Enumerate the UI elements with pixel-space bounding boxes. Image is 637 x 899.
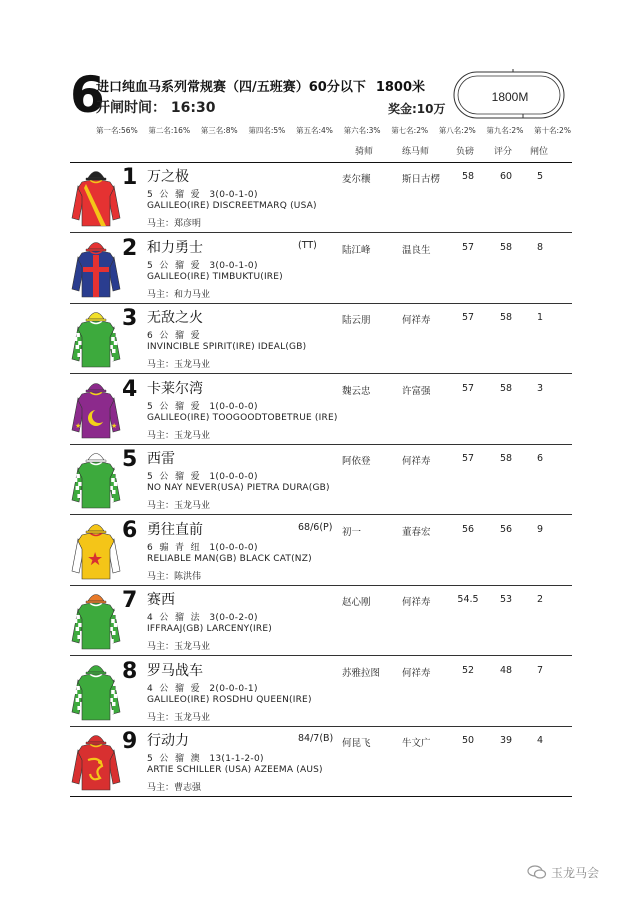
horse-number: 2 [122,235,138,261]
horse-number: 1 [122,165,138,190]
start-time: 开闸时间： 16:30 [96,100,216,116]
horse-row [70,163,572,233]
horse-owner: 马主：玉龙马业 [147,430,211,441]
jockey-silk-icon [70,307,122,371]
horse-info: 5 公 骝 爱 1(0-0-0-0) [147,472,258,482]
distribution-item: 第四名:5% [248,126,286,135]
trainer: 何祥寿 [402,456,431,467]
jockey: 赵心刚 [342,597,371,608]
horse-info: 5 公 骝 爱 1(0-0-0-0) [147,401,258,412]
col-weight: 负磅 [456,147,475,157]
rating: 60 [499,171,513,182]
horse-number: 5 [122,447,138,472]
jockey: 初一 [342,526,362,538]
track-oval-icon [453,69,565,121]
distribution-item: 第九名:2% [486,126,524,135]
weight: 54.5 [457,594,479,605]
jockey: 阿依登 [342,456,371,467]
svg-text:★: ★ [111,421,118,430]
distribution-item: 第十名:2% [534,126,571,135]
col-draw: 闸位 [530,147,549,157]
horse-name: 和力勇士 [147,239,203,256]
horse-gear: 68/6(P) [298,521,333,533]
race-distance: 1800米 [375,80,426,95]
horse-gear: 84/7(B) [298,733,334,744]
distribution-item: 第二名:16% [148,126,191,135]
horse-owner: 马主：玉龙马业 [147,712,211,723]
jockey: 何昆飞 [342,738,371,749]
watermark [527,862,622,882]
track-diagram [453,69,565,121]
horse-gear: (TT) [298,239,317,251]
horse-owner: 马主：陈洪伟 [147,571,202,582]
distribution-item: 第八名:2% [438,126,476,135]
jockey-silk-icon [70,589,122,653]
horse-name: 卡莱尔湾 [147,380,203,397]
horse-info: 6 骟 青 纽 1(0-0-0-0) [147,542,258,553]
col-trainer: 练马师 [402,147,430,157]
horse-owner: 马主：玉龙马业 [147,360,211,370]
rating: 58 [499,453,513,464]
draw: 7 [536,664,544,676]
horse-row [70,657,572,727]
jockey: 麦尔穰 [342,174,371,185]
trainer: 何祥寿 [402,667,431,679]
horse-row [70,445,572,515]
horse-number: 4 [122,376,138,402]
rating: 56 [499,523,513,535]
svg-text:★: ★ [87,548,104,570]
jockey: 苏雅拉图 [342,667,381,679]
horse-info: 5 公 骝 爱 3(0-0-1-0) [147,260,258,271]
horse-name: 勇往直前 [147,521,203,538]
horse-number: 9 [122,729,138,754]
weight: 57 [461,241,475,253]
rating: 58 [499,382,513,394]
jockey-silk-icon [70,378,122,442]
horse-info: 5 公 骝 澳 13(1-1-2-0) [147,754,264,764]
horse-row [70,234,572,304]
draw: 3 [536,382,544,394]
horse-pedigree: RELIABLE MAN(GB) BLACK CAT(NZ) [147,553,312,564]
race-title [96,76,425,95]
draw: 6 [536,453,544,464]
wechat-icon [527,865,547,879]
horse-name: 赛西 [147,592,175,608]
distribution-item: 第六名:3% [343,126,381,135]
horse-name: 无敌之火 [147,310,203,326]
jockey: 陆江峰 [342,244,371,256]
weight: 57 [461,382,475,394]
horse-name: 罗马战车 [147,662,203,679]
draw: 4 [536,735,544,746]
horse-pedigree: ARTIE SCHILLER (USA) AZEEMA (AUS) [147,765,323,775]
race-title-text: 进口纯血马系列常规赛（四/五班赛）60分以下 [96,80,366,95]
draw: 5 [536,171,544,182]
distribution-item: 第五名:4% [295,126,333,135]
trainer: 许富强 [402,385,431,397]
weight: 52 [461,664,475,676]
draw: 1 [536,312,544,323]
watermark-text: 玉龙马会 [551,865,600,880]
rating: 58 [499,312,513,323]
horse-pedigree: GALILEO(IRE) DISCREETMARQ (USA) [147,201,317,211]
trainer: 斯日古楞 [402,174,441,185]
horse-info: 4 公 骝 爱 2(0-0-0-1) [147,683,258,694]
horse-pedigree: NO NAY NEVER(USA) PIETRA DURA(GB) [147,483,330,493]
horse-info: 4 公 骝 法 3(0-0-2-0) [147,613,258,623]
column-headers [0,144,637,158]
weight: 57 [461,312,475,323]
prize-money: 奖金:10万 [388,102,446,116]
horse-name: 行动力 [147,733,189,749]
rating: 39 [499,735,513,746]
trainer: 何祥寿 [402,597,431,608]
jockey-silk-icon [70,730,122,794]
horse-number: 7 [122,588,138,613]
jockey: 魏云忠 [342,385,371,397]
horse-owner: 马主：玉龙马业 [147,501,211,511]
distribution-item: 第三名:8% [200,126,238,135]
weight: 56 [461,523,475,535]
draw: 2 [536,594,544,605]
jockey-silk-icon [70,166,122,230]
rating: 58 [499,241,513,253]
weight: 57 [461,453,475,464]
horse-owner: 马主：曹志强 [147,783,202,793]
col-jockey: 骑师 [355,147,374,157]
trainer: 董春宏 [402,526,431,538]
race-number: 6 [70,66,105,124]
jockey-silk-icon [70,519,122,583]
horse-row [70,516,572,586]
draw: 9 [536,523,544,535]
prize-distribution [96,125,571,136]
horse-pedigree: INVINCIBLE SPIRIT(IRE) IDEAL(GB) [147,342,307,352]
horse-info: 6 公 骝 爱 [147,331,200,341]
trainer: 温良生 [402,244,431,256]
rating: 48 [499,664,513,676]
horse-name: 万之极 [147,169,189,185]
horse-pedigree: GALILEO(IRE) ROSDHU QUEEN(IRE) [147,694,312,705]
jockey-silk-icon [70,448,122,512]
jockey-silk-icon [70,237,122,301]
rating: 53 [499,594,513,605]
horse-owner: 马主：郑彦明 [147,219,202,229]
trainer: 何祥寿 [402,315,431,326]
horse-row [70,304,572,374]
horse-row [70,727,572,797]
col-rating: 评分 [494,147,513,157]
horse-info: 5 公 骝 爱 3(0-0-1-0) [147,190,258,200]
distribution-item: 第七名:2% [391,126,429,135]
horse-number: 3 [122,306,138,331]
horse-row [70,586,572,656]
trainer: 牛文广 [402,738,431,749]
horse-name: 西雷 [147,451,175,467]
jockey-silk-icon [70,660,122,724]
draw: 8 [536,241,544,253]
horse-number: 6 [122,517,138,543]
horse-pedigree: GALILEO(IRE) TOOGOODTOBETRUE (IRE) [147,412,338,423]
distribution-item: 第一名:56% [96,126,138,135]
weight: 58 [461,171,475,182]
horse-row [70,375,572,445]
jockey: 陆云朋 [342,315,371,326]
horse-number: 8 [122,658,138,684]
horse-owner: 马主：和力马业 [147,289,211,300]
horse-owner: 马主：玉龙马业 [147,642,211,652]
horse-pedigree: IFFRAAJ(GB) LARCENY(IRE) [147,624,272,634]
svg-text:★: ★ [75,421,82,430]
track-label: 1800M [491,90,529,104]
horse-pedigree: GALILEO(IRE) TIMBUKTU(IRE) [147,271,283,282]
weight: 50 [461,735,475,746]
